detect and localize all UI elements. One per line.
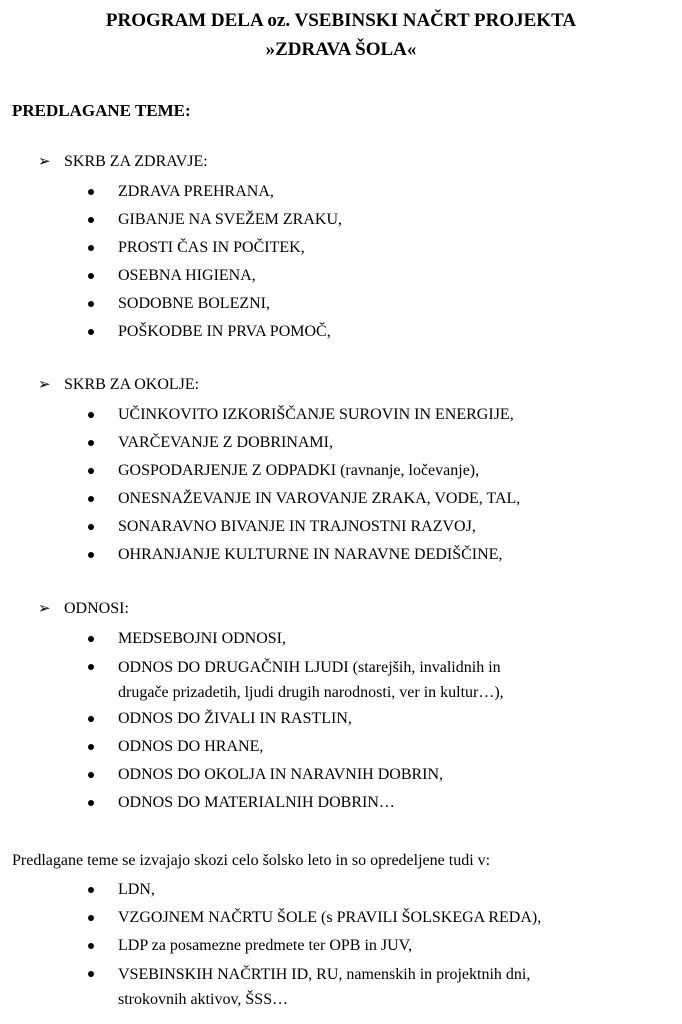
- section-title-text: SKRB ZA ZDRAVJE:: [64, 153, 208, 170]
- bullet-icon: [88, 800, 94, 806]
- list-item: ZDRAVA PREHRANA,: [88, 178, 342, 206]
- bullet-icon: [88, 552, 94, 558]
- relations-list: [88, 625, 504, 817]
- bullet-icon: [88, 744, 94, 750]
- bullet-icon: [88, 273, 94, 279]
- list-item: SONARAVNO BIVANJE IN TRAJNOSTNI RAZVOJ,: [88, 513, 520, 541]
- list-item: VZGOJNEM NAČRTU ŠOLE (s PRAVILI ŠOLSKEGA REDA),: [88, 904, 541, 932]
- bullet-icon: [88, 189, 94, 195]
- section-title-health: [38, 151, 208, 173]
- final-list: [88, 876, 541, 1012]
- bullet-icon: [88, 716, 94, 722]
- bullet-icon: [88, 245, 94, 251]
- bullet-icon: [88, 412, 94, 418]
- bullet-icon: [88, 636, 94, 642]
- bullet-icon: [88, 468, 94, 474]
- arrow-bullet-icon: ➢: [38, 154, 51, 170]
- bullet-icon: [88, 217, 94, 223]
- list-item: PROSTI ČAS IN POČITEK,: [88, 234, 342, 262]
- bullet-icon: [88, 971, 94, 977]
- document-title-line-2: »ZDRAVA ŠOLA«: [265, 39, 417, 60]
- list-item: POŠKODBE IN PRVA POMOČ,: [88, 318, 342, 346]
- section-title-text: ODNOSI:: [64, 600, 129, 617]
- list-item: ODNOS DO OKOLJA IN NARAVNIH DOBRIN,: [88, 761, 504, 789]
- health-list: [88, 178, 342, 346]
- bullet-icon: [88, 496, 94, 502]
- bullet-icon: [88, 943, 94, 949]
- bullet-icon: [88, 440, 94, 446]
- section-title-text: SKRB ZA OKOLJE:: [64, 376, 200, 393]
- closing-paragraph: Predlagane teme se izvajajo skozi celo šolsko leto in so opredeljene tudi v:: [12, 852, 491, 869]
- list-item: ODNOS DO DRUGAČNIH LJUDI (starejših, invalidnih in: [88, 653, 504, 681]
- list-item: ONESNAŽEVANJE IN VAROVANJE ZRAKA, VODE, TAL,: [88, 485, 520, 513]
- list-item: SODOBNE BOLEZNI,: [88, 290, 342, 318]
- list-item: VSEBINSKIH NAČRTIH ID, RU, namenskih in projektnih dni,: [88, 960, 541, 988]
- bullet-icon: [88, 524, 94, 530]
- list-item: OSEBNA HIGIENA,: [88, 262, 342, 290]
- environment-list: [88, 401, 520, 569]
- arrow-bullet-icon: ➢: [38, 377, 51, 393]
- list-item: ODNOS DO MATERIALNIH DOBRIN…: [88, 789, 504, 817]
- bullet-icon: [88, 772, 94, 778]
- list-item: GIBANJE NA SVEŽEM ZRAKU,: [88, 206, 342, 234]
- list-item: OHRANJANJE KULTURNE IN NARAVNE DEDIŠČINE,: [88, 541, 520, 569]
- list-item: ODNOS DO HRANE,: [88, 733, 504, 761]
- list-item-continuation: strokovnih aktivov, ŠSS…: [118, 991, 289, 1008]
- bullet-icon: [88, 301, 94, 307]
- list-item: GOSPODARJENJE Z ODPADKI (ravnanje, ločevanje),: [88, 457, 520, 485]
- section-title-environment: [38, 374, 199, 396]
- list-item: UČINKOVITO IZKORIŠČANJE SUROVIN IN ENERGIJE,: [88, 401, 520, 429]
- bullet-icon: [88, 329, 94, 335]
- list-item-continuation: drugače prizadetih, ljudi drugih narodnosti, ver in kultur…),: [118, 684, 504, 701]
- bullet-icon: [88, 887, 94, 893]
- document-title-line-1: PROGRAM DELA oz. VSEBINSKI NAČRT PROJEKTA: [105, 10, 577, 31]
- list-item: LDP za posamezne predmete ter OPB in JUV,: [88, 932, 541, 960]
- list-item: ODNOS DO ŽIVALI IN RASTLIN,: [88, 705, 504, 733]
- list-item: LDN,: [88, 876, 541, 904]
- arrow-bullet-icon: ➢: [38, 601, 51, 617]
- section-heading: PREDLAGANE TEME:: [12, 101, 191, 120]
- list-item: MEDSEBOJNI ODNOSI,: [88, 625, 504, 653]
- section-title-relations: [38, 598, 129, 620]
- list-item: VARČEVANJE Z DOBRINAMI,: [88, 429, 520, 457]
- bullet-icon: [88, 664, 94, 670]
- bullet-icon: [88, 915, 94, 921]
